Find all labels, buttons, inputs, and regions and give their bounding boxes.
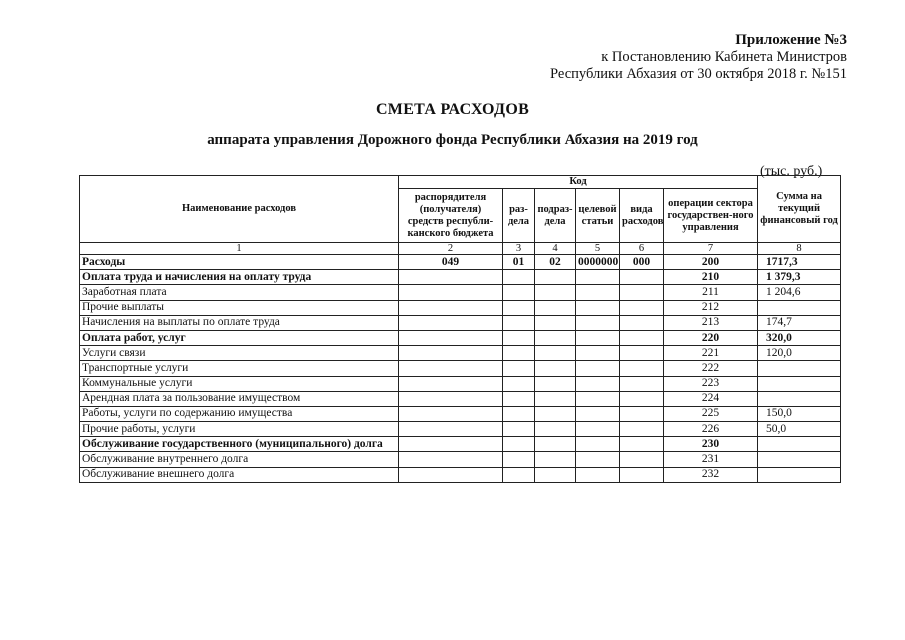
column-number: 5 bbox=[576, 243, 620, 255]
cell-target bbox=[576, 452, 620, 467]
cell-subsection bbox=[535, 270, 576, 285]
cell-section bbox=[503, 270, 535, 285]
table-row bbox=[80, 330, 841, 345]
cell-type bbox=[620, 346, 664, 361]
cell-subsection bbox=[535, 452, 576, 467]
cell-type bbox=[620, 391, 664, 406]
cell-manager bbox=[399, 346, 503, 361]
cell-operation: 221 bbox=[664, 346, 758, 361]
table-row bbox=[80, 406, 841, 421]
cell-target bbox=[576, 437, 620, 452]
cell-name: Начисления на выплаты по оплате труда bbox=[80, 315, 399, 330]
column-header-subsection: подраз-дела bbox=[535, 189, 576, 243]
table-row bbox=[80, 391, 841, 406]
column-header-code: Код bbox=[399, 176, 758, 189]
table-row bbox=[80, 255, 841, 270]
cell-subsection bbox=[535, 422, 576, 437]
cell-target bbox=[576, 422, 620, 437]
column-number: 6 bbox=[620, 243, 664, 255]
cell-name: Расходы bbox=[80, 255, 399, 270]
cell-section bbox=[503, 467, 535, 482]
table-row bbox=[80, 285, 841, 300]
cell-amount bbox=[758, 376, 841, 391]
table-row bbox=[80, 376, 841, 391]
cell-section bbox=[503, 300, 535, 315]
cell-amount: 320,0 bbox=[758, 330, 841, 345]
cell-operation: 212 bbox=[664, 300, 758, 315]
column-header-operation: операции сектора государствен-ного управления bbox=[664, 189, 758, 243]
cell-target bbox=[576, 300, 620, 315]
table-row bbox=[80, 315, 841, 330]
column-number: 4 bbox=[535, 243, 576, 255]
column-header-section: раз-дела bbox=[503, 189, 535, 243]
cell-target bbox=[576, 391, 620, 406]
cell-type bbox=[620, 361, 664, 376]
table-row bbox=[80, 452, 841, 467]
cell-target bbox=[576, 315, 620, 330]
column-header-type: вида расходов bbox=[620, 189, 664, 243]
table-row bbox=[80, 361, 841, 376]
cell-section bbox=[503, 376, 535, 391]
cell-type bbox=[620, 422, 664, 437]
cell-manager bbox=[399, 437, 503, 452]
column-header-target: целевой статьи bbox=[576, 189, 620, 243]
cell-operation: 230 bbox=[664, 437, 758, 452]
cell-amount: 1717,3 bbox=[758, 255, 841, 270]
cell-type bbox=[620, 406, 664, 421]
cell-subsection bbox=[535, 300, 576, 315]
table-row bbox=[80, 437, 841, 452]
cell-subsection bbox=[535, 346, 576, 361]
cell-amount bbox=[758, 300, 841, 315]
table-row bbox=[80, 422, 841, 437]
table-row bbox=[80, 300, 841, 315]
document-title: СМЕТА РАСХОДОВ bbox=[375, 101, 530, 118]
cell-operation: 231 bbox=[664, 452, 758, 467]
column-number-row bbox=[80, 243, 841, 255]
column-header-manager: распорядителя (получателя) средств республи-канского бюджета bbox=[399, 189, 503, 243]
cell-operation: 220 bbox=[664, 330, 758, 345]
cell-name: Заработная плата bbox=[80, 285, 399, 300]
cell-amount bbox=[758, 391, 841, 406]
cell-target bbox=[576, 376, 620, 391]
cell-manager bbox=[399, 452, 503, 467]
cell-type bbox=[620, 467, 664, 482]
cell-manager bbox=[399, 361, 503, 376]
cell-name: Работы, услуги по содержанию имущества bbox=[80, 406, 399, 421]
cell-manager bbox=[399, 406, 503, 421]
cell-section bbox=[503, 361, 535, 376]
cell-type bbox=[620, 330, 664, 345]
cell-operation: 226 bbox=[664, 422, 758, 437]
cell-operation: 223 bbox=[664, 376, 758, 391]
cell-type: 000 bbox=[620, 255, 664, 270]
cell-subsection bbox=[535, 437, 576, 452]
column-number: 8 bbox=[758, 243, 841, 255]
document-subtitle: аппарата управления Дорожного фонда Республики Абхазия на 2019 год bbox=[207, 132, 698, 148]
cell-target bbox=[576, 406, 620, 421]
cell-section bbox=[503, 452, 535, 467]
cell-type bbox=[620, 270, 664, 285]
cell-subsection bbox=[535, 391, 576, 406]
cell-manager bbox=[399, 315, 503, 330]
cell-section bbox=[503, 391, 535, 406]
cell-amount bbox=[758, 452, 841, 467]
cell-operation: 213 bbox=[664, 315, 758, 330]
cell-type bbox=[620, 376, 664, 391]
cell-amount: 174,7 bbox=[758, 315, 841, 330]
cell-section bbox=[503, 422, 535, 437]
cell-operation: 211 bbox=[664, 285, 758, 300]
resolution-line: к Постановлению Кабинета Министров bbox=[601, 49, 847, 65]
cell-subsection bbox=[535, 376, 576, 391]
column-number: 3 bbox=[503, 243, 535, 255]
column-number: 1 bbox=[80, 243, 399, 255]
cell-target bbox=[576, 285, 620, 300]
cell-amount: 50,0 bbox=[758, 422, 841, 437]
cell-section bbox=[503, 315, 535, 330]
cell-operation: 200 bbox=[664, 255, 758, 270]
cell-section bbox=[503, 437, 535, 452]
cell-type bbox=[620, 315, 664, 330]
cell-section bbox=[503, 330, 535, 345]
cell-target bbox=[576, 467, 620, 482]
units-label: (тыс. руб.) bbox=[760, 164, 823, 179]
cell-target bbox=[576, 346, 620, 361]
cell-section: 01 bbox=[503, 255, 535, 270]
cell-amount: 150,0 bbox=[758, 406, 841, 421]
column-number: 2 bbox=[399, 243, 503, 255]
cell-target bbox=[576, 330, 620, 345]
cell-amount bbox=[758, 467, 841, 482]
cell-subsection bbox=[535, 361, 576, 376]
cell-type bbox=[620, 437, 664, 452]
cell-manager bbox=[399, 422, 503, 437]
cell-manager bbox=[399, 285, 503, 300]
table-row bbox=[80, 467, 841, 482]
cell-operation: 222 bbox=[664, 361, 758, 376]
cell-target: 0000000 bbox=[576, 255, 620, 270]
cell-operation: 225 bbox=[664, 406, 758, 421]
appendix-header bbox=[550, 32, 847, 83]
cell-name: Обслуживание внешнего долга bbox=[80, 467, 399, 482]
cell-amount: 1 379,3 bbox=[758, 270, 841, 285]
cell-target bbox=[576, 270, 620, 285]
cell-operation: 210 bbox=[664, 270, 758, 285]
table-row bbox=[80, 346, 841, 361]
cell-manager bbox=[399, 376, 503, 391]
cell-type bbox=[620, 452, 664, 467]
cell-subsection bbox=[535, 330, 576, 345]
cell-subsection bbox=[535, 315, 576, 330]
cell-manager bbox=[399, 270, 503, 285]
cell-manager bbox=[399, 467, 503, 482]
cell-subsection bbox=[535, 467, 576, 482]
cell-amount: 120,0 bbox=[758, 346, 841, 361]
cell-name: Обслуживание государственного (муниципального) долга bbox=[80, 437, 399, 452]
table-row bbox=[80, 270, 841, 285]
cell-amount bbox=[758, 437, 841, 452]
cell-name: Транспортные услуги bbox=[80, 361, 399, 376]
resolution-date-line: Республики Абхазия от 30 октября 2018 г. №151 bbox=[550, 66, 847, 82]
cell-name: Оплата работ, услуг bbox=[80, 330, 399, 345]
cell-manager: 049 bbox=[399, 255, 503, 270]
cell-name: Арендная плата за пользование имуществом bbox=[80, 391, 399, 406]
cell-operation: 232 bbox=[664, 467, 758, 482]
column-header-name: Наименование расходов bbox=[80, 176, 399, 243]
cell-name: Прочие работы, услуги bbox=[80, 422, 399, 437]
cell-section bbox=[503, 406, 535, 421]
cell-name: Обслуживание внутреннего долга bbox=[80, 452, 399, 467]
column-number: 7 bbox=[664, 243, 758, 255]
cell-name: Оплата труда и начисления на оплату труда bbox=[80, 270, 399, 285]
cell-name: Прочие выплаты bbox=[80, 300, 399, 315]
cell-subsection bbox=[535, 285, 576, 300]
cell-type bbox=[620, 300, 664, 315]
expense-rows bbox=[80, 255, 841, 483]
cell-manager bbox=[399, 300, 503, 315]
cell-section bbox=[503, 346, 535, 361]
cell-amount bbox=[758, 361, 841, 376]
cell-section bbox=[503, 285, 535, 300]
expense-estimate-table bbox=[79, 175, 841, 483]
cell-manager bbox=[399, 330, 503, 345]
cell-subsection bbox=[535, 406, 576, 421]
cell-operation: 224 bbox=[664, 391, 758, 406]
cell-type bbox=[620, 285, 664, 300]
column-header-amount: Сумма на текущий финансовый год bbox=[758, 176, 841, 243]
appendix-number: Приложение №3 bbox=[735, 32, 847, 48]
cell-target bbox=[576, 361, 620, 376]
cell-manager bbox=[399, 391, 503, 406]
cell-subsection: 02 bbox=[535, 255, 576, 270]
cell-name: Коммунальные услуги bbox=[80, 376, 399, 391]
cell-amount: 1 204,6 bbox=[758, 285, 841, 300]
cell-name: Услуги связи bbox=[80, 346, 399, 361]
